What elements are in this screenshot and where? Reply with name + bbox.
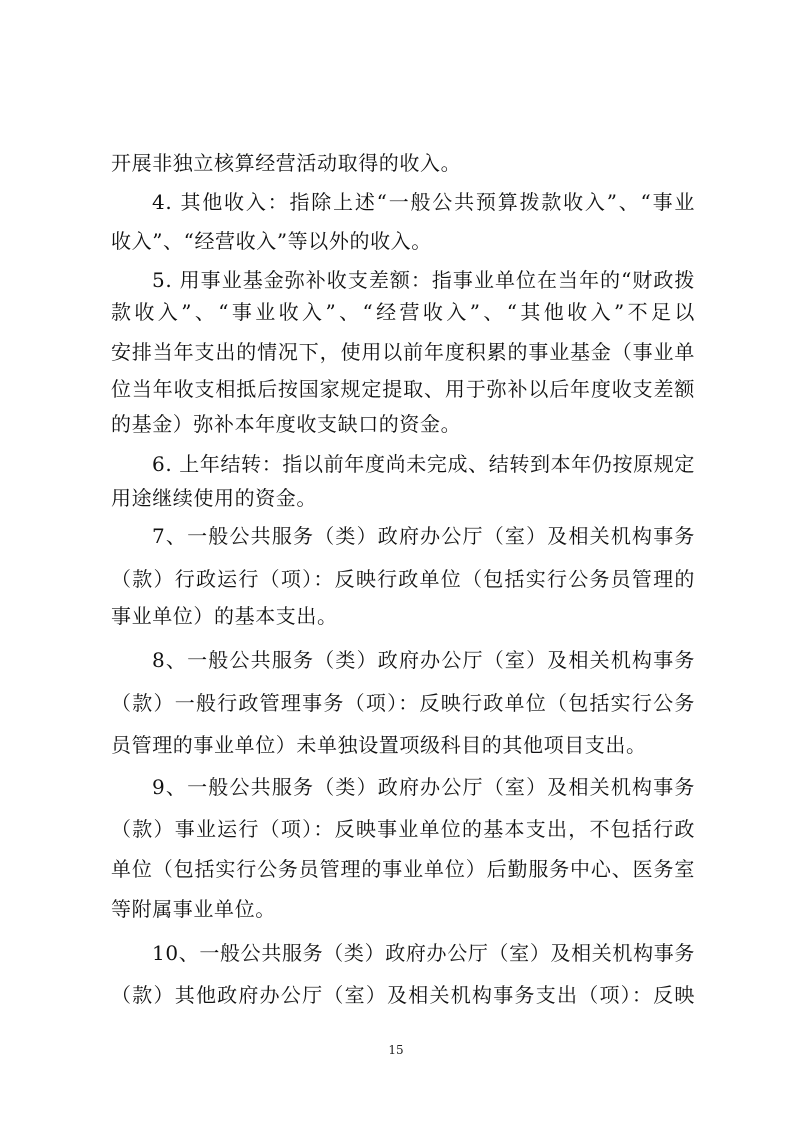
page-number: 15 (388, 1043, 404, 1057)
text-line: 4. 其他收入：指除上述“一般公共预算拨款收入”、“事业 (152, 190, 695, 214)
text-line: （款）其他政府办公厅（室）及相关机构事务支出（项）：反映 (111, 983, 695, 1007)
text-line: 款收入”、“事业收入”、“经营收入”、“其他收入”不足以 (111, 300, 695, 324)
text-line: 6. 上年结转：指以前年度尚未完成、结转到本年仍按原规定 (152, 452, 695, 476)
text-line: （款）一般行政管理事务（项）：反映行政单位（包括实行公务 (111, 691, 695, 715)
text-line: 等附属事业单位。 (111, 897, 276, 921)
text-line: 8、一般公共服务（类）政府办公厅（室）及相关机构事务 (152, 648, 695, 672)
text-line: 10、一般公共服务（类）政府办公厅（室）及相关机构事务 (152, 941, 695, 965)
text-line: 用途继续使用的资金。 (111, 486, 317, 510)
text-line: 事业单位）的基本支出。 (111, 604, 338, 628)
text-line: （款）行政运行（项）：反映行政单位（包括实行公务员管理的 (111, 567, 695, 591)
text-line: （款）事业运行（项）：反映事业单位的基本支出，不包括行政 (111, 817, 695, 841)
text-line: 安排当年支出的情况下，使用以前年度积累的事业基金（事业单 (111, 340, 695, 364)
text-line: 9、一般公共服务（类）政府办公厅（室）及相关机构事务 (152, 775, 695, 799)
text-line: 单位（包括实行公务员管理的事业单位）后勤服务中心、医务室 (111, 857, 695, 881)
text-line: 7、一般公共服务（类）政府办公厅（室）及相关机构事务 (152, 524, 695, 548)
text-line: 员管理的事业单位）未单独设置项级科目的其他项目支出。 (111, 733, 647, 757)
text-line: 位当年收支相抵后按国家规定提取、用于弥补以后年度收支差额 (111, 377, 695, 401)
text-line: 的基金）弥补本年度收支缺口的资金。 (111, 412, 462, 436)
text-line: 开展非独立核算经营活动取得的收入。 (111, 151, 462, 175)
text-line: 收入”、“经营收入”等以外的收入。 (111, 229, 432, 253)
text-line: 5. 用事业基金弥补收支差额：指事业单位在当年的“财政拨 (152, 268, 695, 292)
